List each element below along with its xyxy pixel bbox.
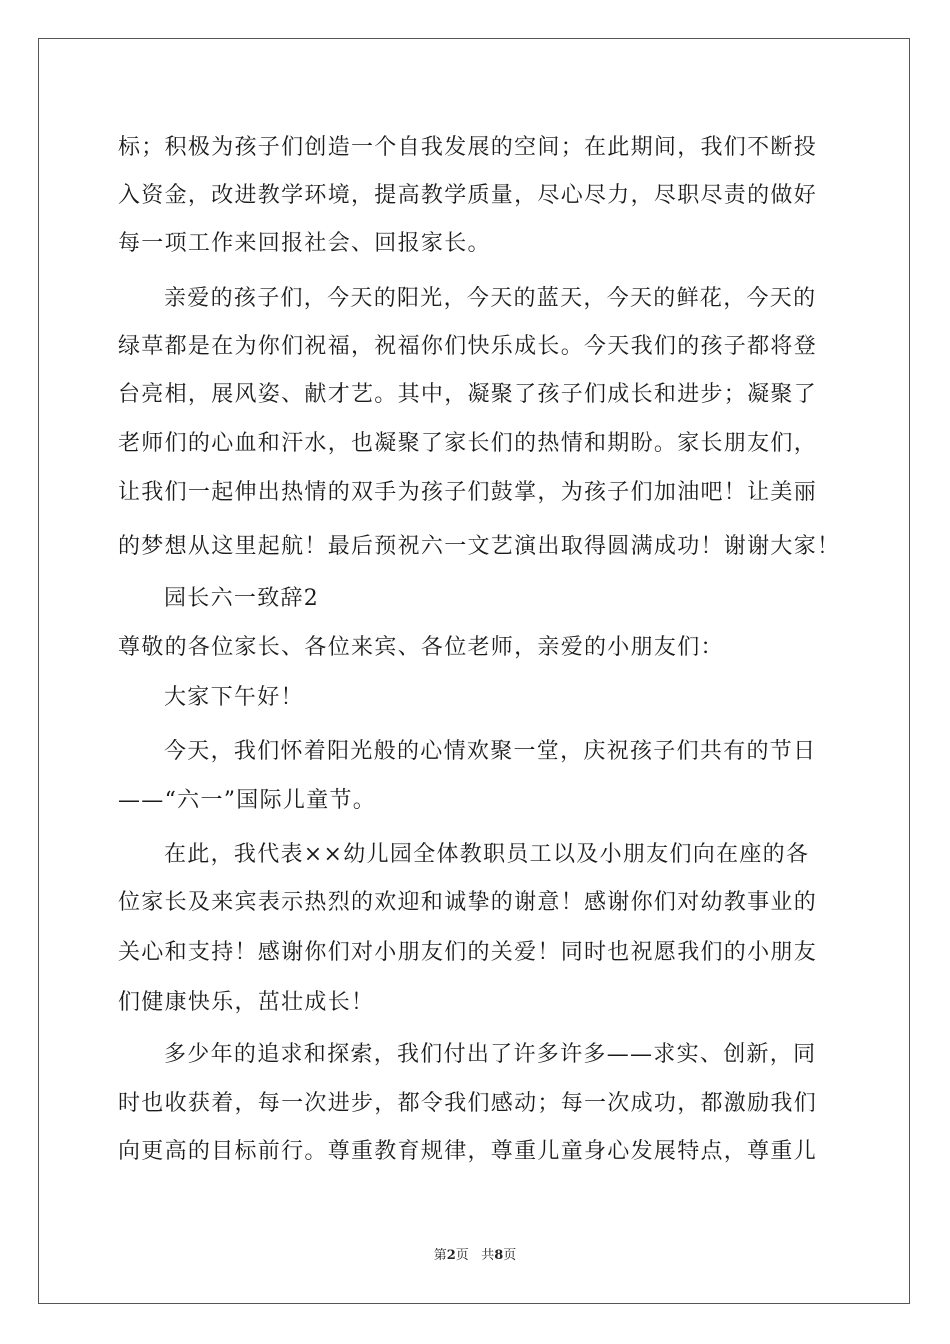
- text-line: 台亮相，展风姿、献才艺。其中，凝聚了孩子们成长和进步；凝聚了: [118, 382, 818, 407]
- current-page-number: 2: [446, 1248, 456, 1263]
- text-line: 位家长及来宾表示热烈的欢迎和诚挚的谢意！感谢你们对幼教事业的: [118, 890, 818, 915]
- footer-suffix: 页: [503, 1248, 517, 1263]
- text-line: 向更高的目标前行。尊重教育规律，尊重儿童身心发展特点，尊重儿: [118, 1139, 818, 1164]
- text-line: 的梦想从这里起航！最后预祝六一文艺演出取得圆满成功！谢谢大家！: [118, 534, 841, 559]
- paragraph-start: 多少年的追求和探索，我们付出了许多许多——求实、创新，同: [164, 1042, 817, 1067]
- text-line: 绿草都是在为你们祝福，祝福你们快乐成长。今天我们的孩子都将登: [118, 334, 818, 359]
- footer-middle: 页 共: [455, 1248, 495, 1263]
- text-line: 每一项工作来回报社会、回报家长。: [118, 231, 491, 256]
- greeting: 大家下午好！: [164, 685, 304, 710]
- text-line: ——“六一”国际儿童节。: [118, 788, 377, 813]
- footer-prefix: 第: [433, 1248, 447, 1263]
- text-line: 时也收获着，每一次进步，都令我们感动；每一次成功，都激励我们: [118, 1091, 818, 1116]
- section-heading: 园长六一致辞2: [164, 586, 320, 611]
- text-line: 关心和支持！感谢你们对小朋友们的关爱！同时也祝愿我们的小朋友: [118, 940, 818, 965]
- page-footer: [0, 1247, 950, 1265]
- text-line: 老师们的心血和汗水，也凝聚了家长们的热情和期盼。家长朋友们，: [118, 431, 818, 456]
- text-line: 让我们一起伸出热情的双手为孩子们鼓掌，为孩子们加油吧！让美丽: [118, 480, 818, 505]
- text-line: 入资金，改进教学环境，提高教学质量，尽心尽力，尽职尽责的做好: [118, 183, 818, 208]
- paragraph-start: 今天，我们怀着阳光般的心情欢聚一堂，庆祝孩子们共有的节日: [164, 739, 817, 764]
- text-line: 标；积极为孩子们创造一个自我发展的空间；在此期间，我们不断投: [118, 135, 818, 160]
- total-page-number: 8: [494, 1248, 504, 1263]
- text-line: 们健康快乐，茁壮成长！: [118, 990, 375, 1015]
- paragraph-start: 在此，我代表××幼儿园全体教职员工以及小朋友们向在座的各: [164, 842, 810, 867]
- paragraph-start: 亲爱的孩子们，今天的阳光，今天的蓝天，今天的鲜花，今天的: [164, 286, 817, 311]
- salutation: 尊敬的各位家长、各位来宾、各位老师，亲爱的小朋友们：: [118, 635, 724, 660]
